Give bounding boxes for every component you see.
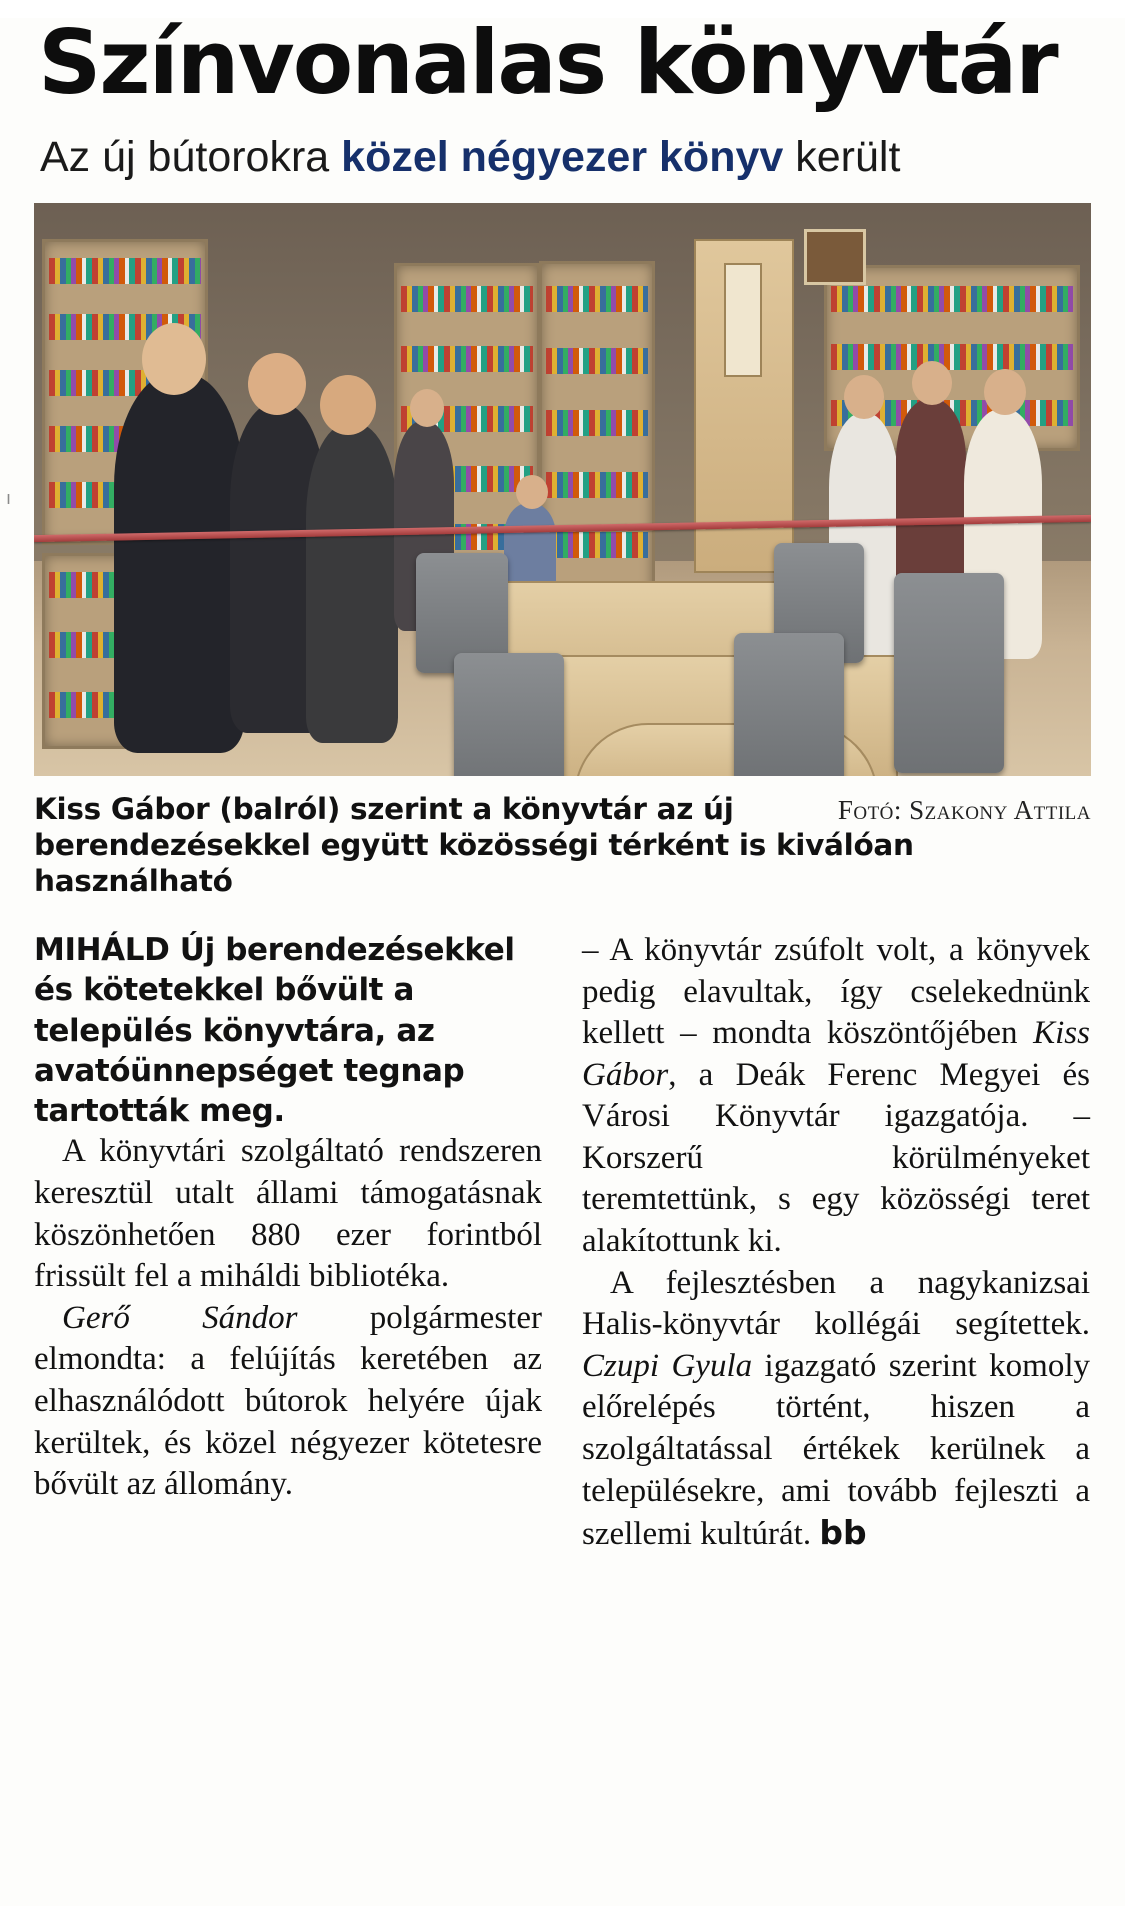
person-man-right <box>896 399 966 599</box>
paragraph-right-1: – A könyvtár zsúfolt volt, a könyvek pedig elavultak, így cselekednünk kellett – mondta köszöntőjében Kiss Gábor, a Deák Ferenc Megyei és Városi Könyvtár igazgatója. – Korszerű körülményeket teremtettünk, s egy közösségi teret alakítottunk ki. <box>582 932 1090 1260</box>
person-speaker-head <box>142 323 206 395</box>
person-speaker <box>114 373 244 753</box>
photo-credit: Fotó: Szakony Attila <box>837 795 1091 826</box>
person-background-left-head <box>410 389 444 427</box>
chair-5 <box>734 633 844 776</box>
newspaper-article-page <box>0 11 1125 1906</box>
subheadline-before: Az új bútorokra <box>40 132 342 181</box>
person-name-gero-sandor: Gerő Sándor <box>62 1299 298 1336</box>
article-column-right <box>582 930 1090 1556</box>
person-woman-far-right-head <box>984 369 1026 415</box>
paragraph-left-1: A könyvtári szolgáltató rendszeren keresztül utalt állami támogatásnak köszönhetően 880 ezer forintból frissült fel a miháldi bibliotéka. <box>34 1133 542 1295</box>
photo-caption-text: Kiss Gábor (balról) szerint a könyvtár az új berendezésekkel együtt közösségi térként is kiválóan használható <box>34 792 914 899</box>
photo-caption <box>34 792 1091 900</box>
subheadline <box>40 134 1091 181</box>
person-name-czupi-gyula: Czupi Gyula <box>582 1347 753 1384</box>
paragraph-left-2: Gerő Sándor polgármester elmondta: a felújítás keretében az elhasználódott bútorok helyére újak kerültek, és közel négyezer kötetesre bővült az állomány. <box>34 1299 542 1503</box>
page-title: Színvonalas könyvtár <box>38 11 1057 114</box>
page-edge-mark: ı <box>6 488 12 508</box>
photo-scene <box>34 203 1091 776</box>
author-signature: bb <box>819 1513 867 1553</box>
article-column-left <box>34 930 542 1556</box>
lead-paragraph <box>34 930 542 1131</box>
lead-text: Új berendezésekkel és kötetekkel bővült a település könyvtára, az avatóünnepséget tegnap tartották meg. <box>34 932 515 1130</box>
paragraph-right-2: A fejlesztésben a nagykanizsai Halis-könyvtár kollégái segítettek. Czupi Gyula igazgató szerint komoly előrelépés történt, hiszen a szolgáltatással értékek kerülnek a településekre, ami tovább fejleszti a szellemi kultúrát. bb <box>582 1264 1090 1553</box>
pillar-poster <box>724 263 762 377</box>
article-photo <box>34 203 1091 776</box>
framed-picture <box>804 229 866 285</box>
chair-2 <box>454 653 564 776</box>
bookshelf-center-b <box>539 261 655 597</box>
subheadline-after: került <box>783 132 901 181</box>
dateline: MIHÁLD <box>34 932 170 968</box>
chair-4 <box>894 573 1004 773</box>
person-name-kiss-gabor: Kiss Gábor <box>582 1015 1090 1093</box>
person-child-head <box>516 475 548 509</box>
article-body <box>34 930 1091 1556</box>
person-man-center <box>306 423 398 743</box>
subheadline-highlight: közel négyezer könyv <box>341 132 784 181</box>
person-woman-right-head <box>844 375 884 419</box>
person-man-right-head <box>912 361 952 405</box>
person-woman-red-head <box>248 353 306 415</box>
person-man-center-head <box>320 375 376 435</box>
